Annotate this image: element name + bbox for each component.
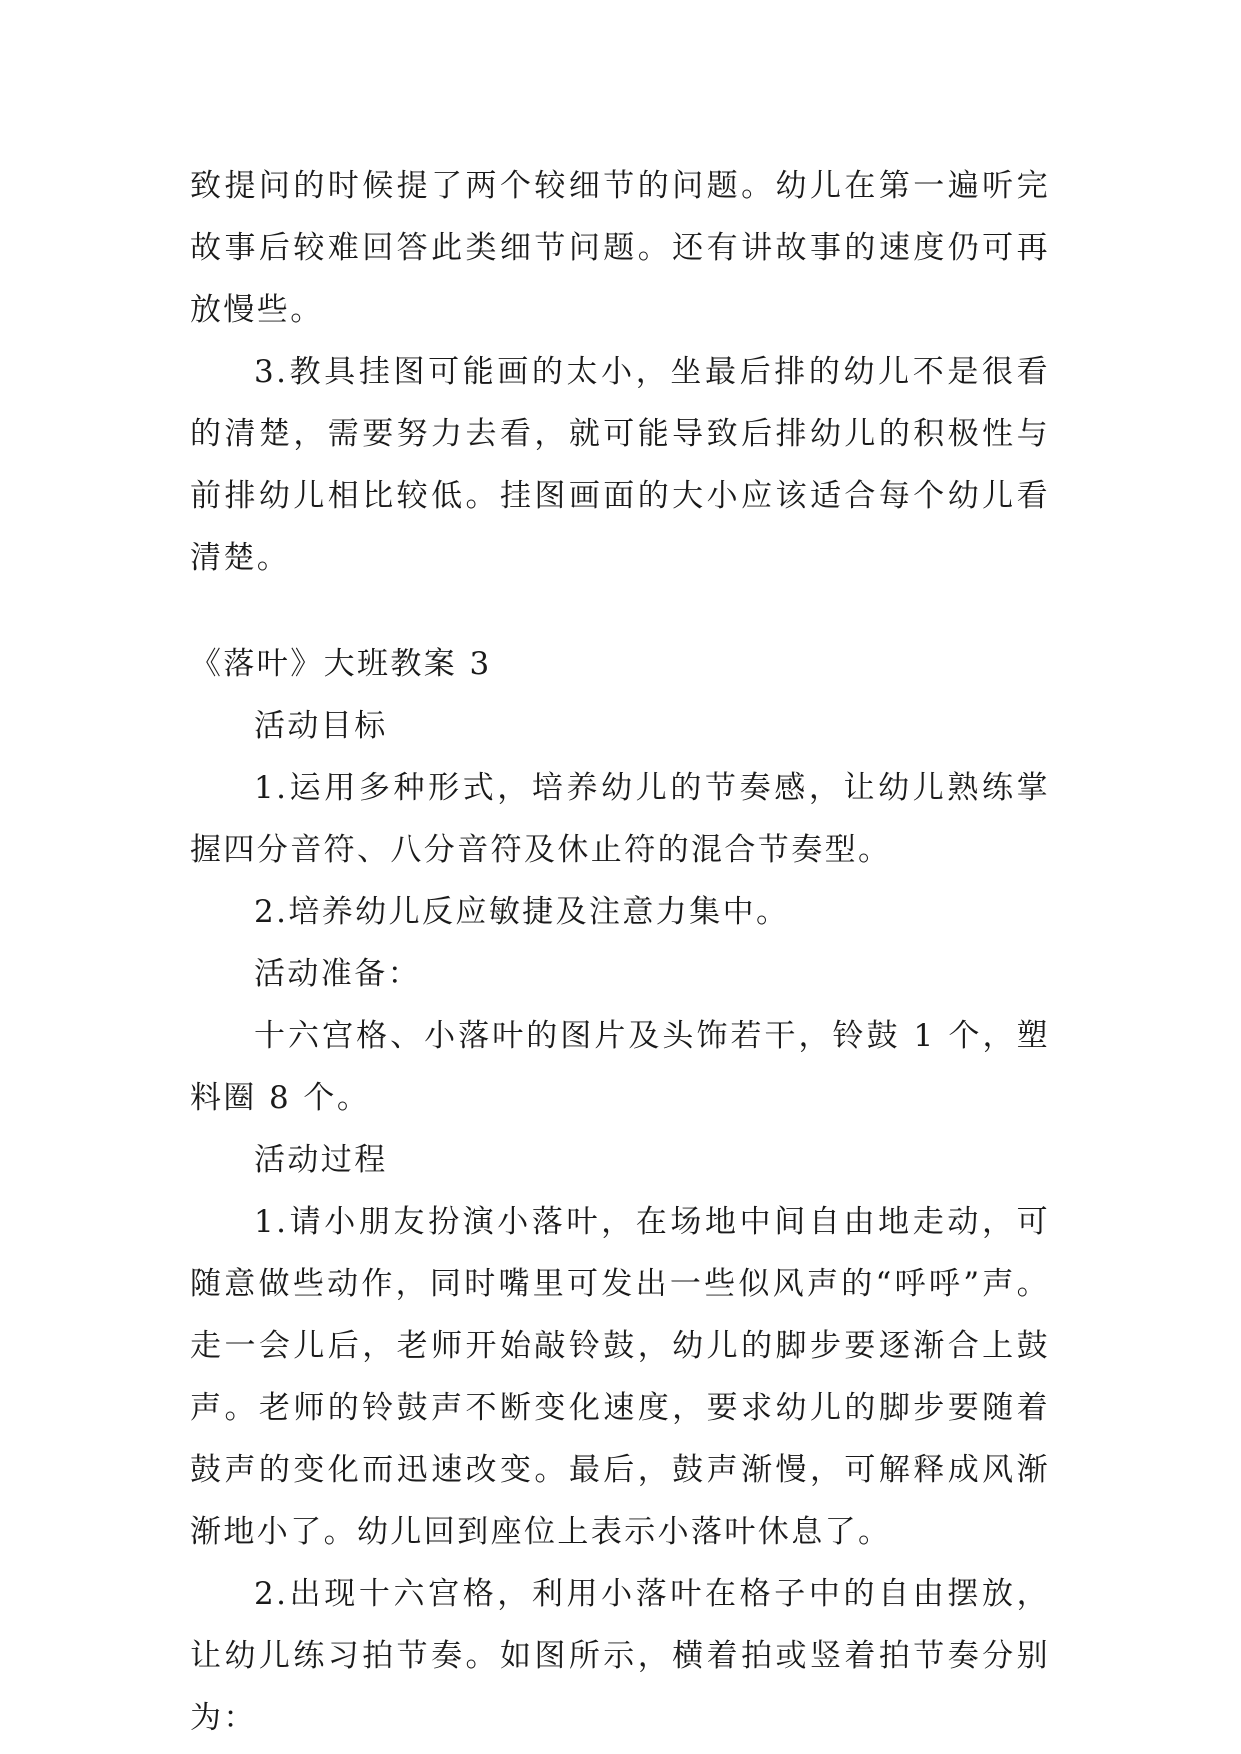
lesson-plan-title: 《落叶》大班教案 3 xyxy=(190,646,492,682)
process-step-2: 2.出现十六宫格，利用小落叶在格子中的自由摆放，让幼儿练习拍节奏。如图所示，横着拍或竖着拍节奏分别为： xyxy=(190,1576,1050,1736)
paragraph-reflection-3: 3.教具挂图可能画的太小，坐最后排的幼儿不是很看的清楚，需要努力去看，就可能导致后排幼儿的积极性与前排幼儿相比较低。挂图画面的大小应该适合每个幼儿看清楚。 xyxy=(190,354,1050,576)
process-step-1: 1.请小朋友扮演小落叶，在场地中间自由地走动，可随意做些动作，同时嘴里可发出一些似风声的“呼呼”声。走一会儿后，老师开始敲铃鼓，幼儿的脚步要逐渐合上鼓声。老师的铃鼓声不断变化速度，要求幼儿的脚步要随着鼓声的变化而迅速改变。最后，鼓声渐慢，可解释成风渐渐地小了。幼儿回到座位上表示小落叶休息了。 xyxy=(190,1204,1050,1550)
preparation-text: 十六宫格、小落叶的图片及头饰若干，铃鼓 1 个，塑料圈 8 个。 xyxy=(190,1018,1050,1116)
goal-item-2: 2.培养幼儿反应敏捷及注意力集中。 xyxy=(254,894,790,930)
section-heading-preparation: 活动准备： xyxy=(254,956,421,992)
goal-item-1: 1.运用多种形式，培养幼儿的节奏感，让幼儿熟练掌握四分音符、八分音符及休止符的混合节奏型。 xyxy=(190,770,1050,868)
section-heading-process: 活动过程 xyxy=(254,1142,388,1178)
document-body xyxy=(190,155,1050,1749)
section-heading-goals: 活动目标 xyxy=(254,708,388,744)
paragraph-reflection-continued: 致提问的时候提了两个较细节的问题。幼儿在第一遍听完故事后较难回答此类细节问题。还有讲故事的速度仍可再放慢些。 xyxy=(190,168,1050,328)
